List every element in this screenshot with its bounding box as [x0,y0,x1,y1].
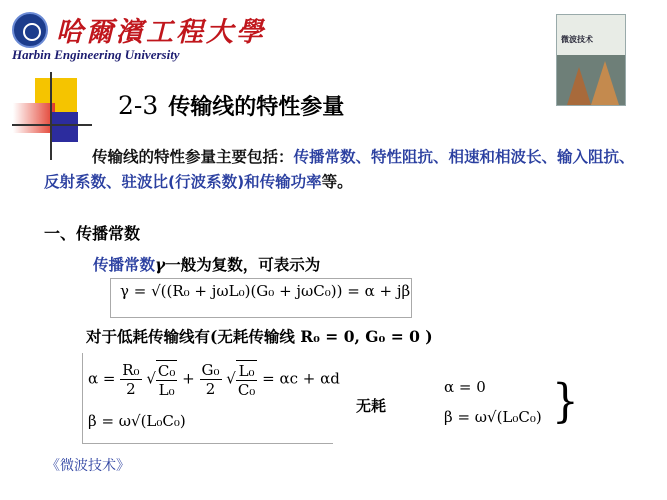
frac-2a: 2 [126,380,136,398]
book-title: 微波技术 [561,35,593,44]
book-cover-image [556,14,626,106]
frac-L0: L₀ [158,381,175,399]
lossless-label: 无耗 [356,397,387,415]
frac-R0: R₀ [122,361,140,379]
equation-beta: β = ω√(L₀C₀) [88,412,186,430]
propagation-line [93,253,320,275]
decor-blue-square [52,112,78,142]
right-brace: } [552,373,579,428]
frac-C0b: C₀ [237,381,256,399]
logo-english-text: Harbin Engineering University [12,47,180,62]
lowloss-condition: (无耗传输线 R₀ = 0, G₀ = 0 ) [210,327,433,346]
intro-prefix: 传输线的特性参量主要包括： [92,148,294,166]
equation-alpha-zero: α = 0 [444,378,486,396]
slide-title [118,90,344,121]
alpha-rhs: = αc + αd [262,369,340,388]
equation-alpha: α = $\frac{\text{R₀}}{2}$ √ $\frac{\text{C₀}}{\text{L₀}}$ + $\frac{\text{G₀}}{2}$ √ $\frac{\text{L₀}}{\text{C₀}}$ = αc + αd [88,361,340,399]
frac-2b: 2 [205,380,216,398]
lowloss-line [86,325,433,347]
frac-L0b: L₀ [236,362,258,381]
section-number: 2-3 [118,91,159,120]
alpha-lhs: α = [88,369,116,388]
decor-red-square [13,103,55,133]
section-title: 传输线的特性参量 [168,95,345,120]
frac-G0: G₀ [201,361,220,379]
prop-symbol: γ [155,255,166,274]
intro-params: 传播常数、特性阻抗、相速和相波长、输入阻抗、反射系数、驻波比(行波系数)和传输功率 [44,148,635,191]
frac-C0: C₀ [157,362,176,380]
lowloss-prefix: 对于低耗传输线有 [86,328,211,346]
university-seal-icon [12,12,48,48]
equation-gamma: γ = √((R₀ + jωL₀)(G₀ + jωC₀)) = α + jβ [120,282,411,300]
section-heading: 一、传播常数 [44,224,141,243]
decor-horizontal-line [12,124,92,126]
prop-label: 传播常数 [93,256,156,274]
prop-desc: 一般为复数，可表示为 [165,256,321,274]
footer-book-label: 《微波技术》 [46,458,130,474]
intro-suffix: 等。 [321,173,353,191]
intro-paragraph [44,145,644,195]
equation-beta-lossless: β = ω√(L₀C₀) [444,408,542,426]
logo-chinese-text: 哈爾濱工程大學 [56,17,266,48]
